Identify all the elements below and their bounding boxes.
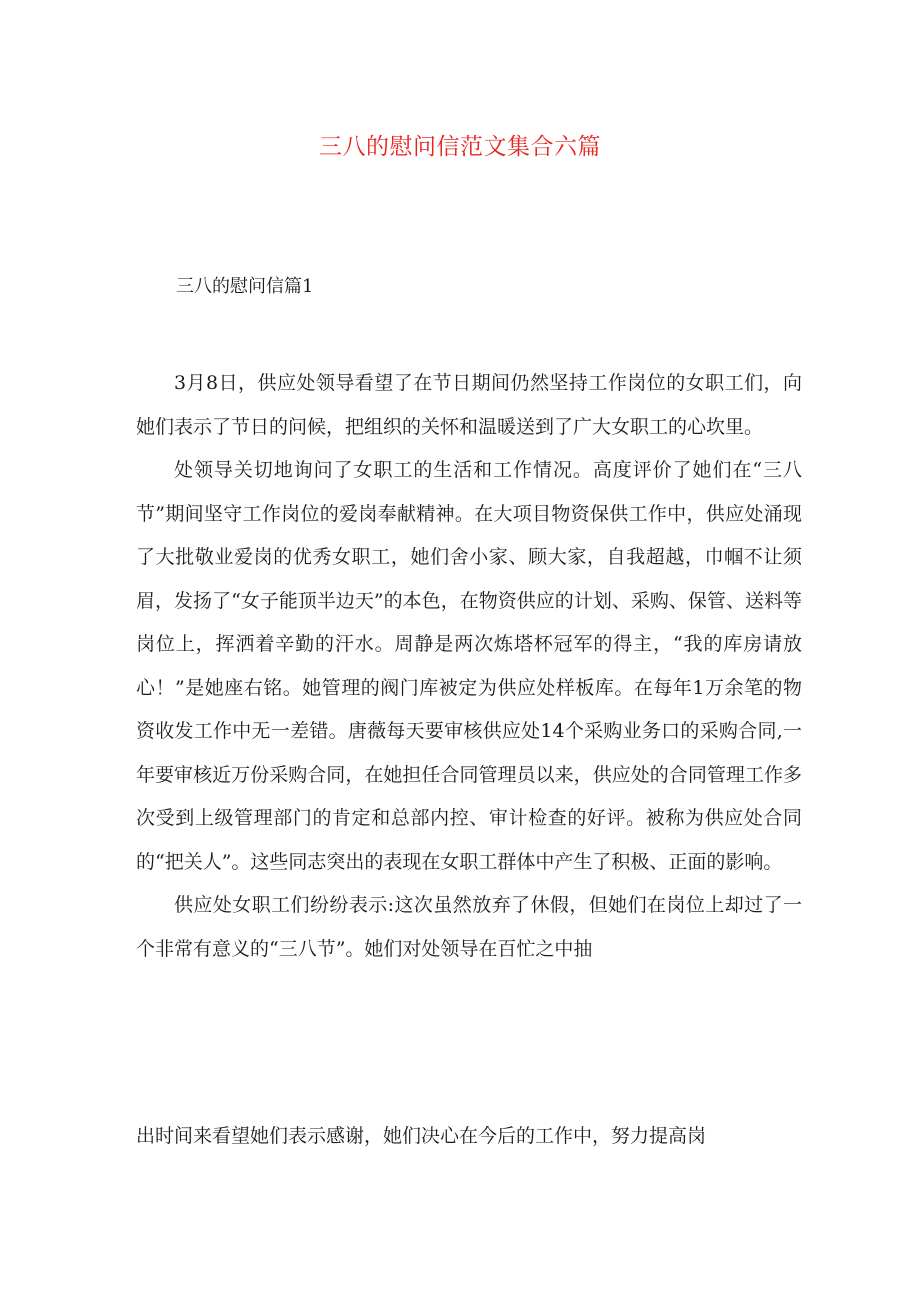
document-body xyxy=(136,362,802,971)
continuation-line: 出时间来看望她们表示感谢，她们决心在今后的工作中，努力提高岗 xyxy=(136,1125,707,1147)
paragraph: 3月8日，供应处领导看望了在节日期间仍然坚持工作岗位的女职工们，向她们表示了节日的问候，把组织的关怀和温暖送到了广大女职工的心坎里。 xyxy=(136,372,802,438)
paragraph: 供应处女职工们纷纷表示:这次虽然放弃了休假，但她们在岗位上却过了一个非常有意义的“三八节”。她们对处领导在百忙之中抽 xyxy=(136,894,802,960)
section-heading: 三八的慰问信篇1 xyxy=(176,276,314,297)
paragraph: 处领导关切地询问了女职工的生活和工作情况。高度评价了她们在“三八节”期间坚守工作岗位的爱岗奉献精神。在大项目物资保供工作中，供应处涌现了大批敬业爱岗的优秀女职工，她们舍小家、顾大家，自我超越，巾帼不让须眉，发扬了“女子能顶半边天”的本色，在物资供应的计划、采购、保管、送料等岗位上，挥洒着辛勤的汗水。周静是两次炼塔杯冠军的得主，“我的库房请放心！”是她座右铭。她管理的阀门库被定为供应处样板库。在每年1万余笔的物资收发工作中无一差错。唐薇每天要审核供应处14个采购业务口的采购合同,一年要审核近万份采购合同，在她担任合同管理员以来，供应处的合同管理工作多次受到上级管理部门的肯定和总部内控、审计检查的好评。被称为供应处合同的“把关人”。这些同志突出的表现在女职工群体中产生了积极、正面的影响。 xyxy=(136,459,802,873)
document-title: 三八的慰问信范文集合六篇 xyxy=(319,134,601,160)
